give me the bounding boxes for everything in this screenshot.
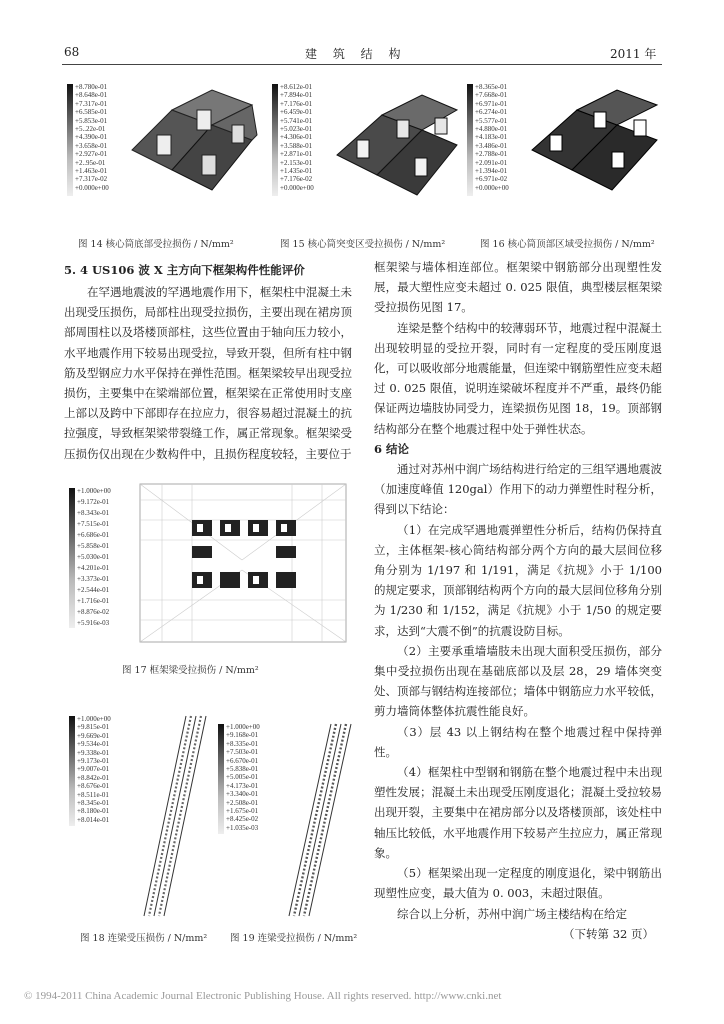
legend-tick: +9.815e-01 [77, 723, 110, 732]
legend-colorbar [467, 84, 473, 196]
legend-tick: +1.435e-01 [280, 167, 313, 176]
legend-tick: +3.373e-01 [77, 575, 110, 583]
legend-tick: +9.338e-01 [77, 748, 110, 757]
legend-tick: +9.669e-01 [77, 731, 110, 740]
section-6-title: 6 结论 [374, 441, 410, 456]
page-number: 68 [64, 45, 80, 59]
legend-tick: +5.577e-01 [475, 116, 508, 125]
section-5-4-title: 5. 4 US106 波 X 主方向下框架构件性能评价 [64, 263, 305, 277]
legend-ticks [226, 723, 260, 832]
legend-tick: +0.000e+00 [280, 183, 314, 192]
legend-tick: +4.183e-01 [475, 133, 508, 142]
legend-tick: +4.390e-01 [75, 133, 108, 142]
legend-tick: +5.838e-01 [226, 765, 259, 774]
legend-tick: +5.858e-01 [77, 542, 110, 550]
left-paragraph-1: 在罕遇地震波的罕遇地震作用下，框架柱中混凝土未出现受压损伤，局部柱出现受拉损伤，主要出现在裙房顶部周围柱以及塔楼顶部柱，这些位置由于轴向压力较小，水平地震作用下较易出现受拉，导致开裂，但所有柱中钢筋及型钢应力水平保持在弹性范围。框架梁较早出现受拉损伤，主要集中在梁端部位置，框架梁在正常使用时支座上部以及跨中下部即存在拉应力，很容易超过混凝土的抗拉强度，导致框架梁带裂缝工作，属正常现象。框架梁受压损伤仅出现在少数构件中，且损伤程度较轻，主要位于 [64, 285, 352, 461]
legend-tick: +1.463e-01 [75, 167, 108, 176]
legend-tick: +5..22e-01 [75, 125, 106, 134]
core-tube-top-damage-plot [522, 80, 662, 210]
conclusion-item-3: （3）层 43 以上钢结构在整个地震过程中保持弹性。 [374, 724, 662, 759]
figure-16 [462, 80, 662, 220]
legend-tick: +3.658e-01 [75, 141, 108, 150]
legend-tick: +4.880e-01 [475, 125, 508, 134]
legend-tick: +7.894e-01 [280, 91, 313, 100]
right-column-text [374, 257, 662, 944]
legend-tick: +3.340e-01 [226, 790, 259, 799]
legend-tick: +8.180e-01 [77, 807, 110, 816]
legend-tick: +7.176e-01 [280, 99, 313, 108]
figure-14-caption: 图 14 核心筒底部受拉损伤 / N/mm² [78, 239, 234, 250]
legend-tick: +6.585e-01 [75, 108, 108, 117]
figure-15-caption: 图 15 核心筒突变区受拉损伤 / N/mm² [280, 239, 446, 250]
legend-tick: +2.544e-01 [77, 586, 110, 594]
legend-tick: +1.000e+00 [226, 723, 260, 731]
legend-tick: +3.486e-01 [475, 141, 508, 150]
legend-tick: +7.503e-01 [226, 748, 259, 757]
legend-tick: +5.741e-01 [280, 116, 313, 125]
figure-14 [62, 80, 262, 220]
legend-ticks [475, 83, 509, 192]
legend-ticks [77, 486, 111, 629]
legend-tick: +5.005e-01 [226, 773, 259, 782]
legend-tick: +3.588e-01 [280, 141, 313, 150]
legend-tick: +4.201e-01 [77, 564, 110, 572]
legend-tick: +6.686e-01 [77, 531, 110, 539]
figure-18 [64, 712, 214, 922]
legend-tick: +5.916e-03 [77, 619, 110, 627]
legend-tick: +7.515e-01 [77, 520, 110, 528]
legend-tick: +1.675e-01 [226, 807, 259, 816]
right-paragraph-1: 框架梁与墙体相连部位。框架梁中钢筋部分出现塑性发展，最大塑性应变未超过 0. 025 限值，典型楼层框架梁受拉损伤见图 17。 [374, 260, 662, 315]
legend-colorbar [67, 84, 73, 196]
journal-year: 2011 年 [610, 47, 657, 61]
legend-tick: +8.335e-01 [226, 739, 259, 748]
legend-tick: +0.000e+00 [75, 183, 109, 192]
legend-tick: +5.853e-01 [75, 116, 108, 125]
legend-tick: +8.780e-01 [75, 83, 108, 91]
legend-ticks [75, 83, 109, 192]
legend-tick: +8.676e-01 [77, 782, 110, 791]
figure-17-caption: 图 17 框架梁受拉损伤 / N/mm² [122, 665, 259, 676]
legend-tick: +2.153e-01 [280, 158, 313, 167]
legend-tick: +8.014e-01 [77, 815, 110, 824]
legend-tick: +1.035e-03 [226, 823, 259, 832]
legend-tick: +8.612e-01 [280, 83, 313, 91]
conclusion-item-2: （2）主要承重墙墙肢未出现大面积受压损伤，部分集中受拉损伤出现在基础底部以及层 28，29 墙体突变处、顶部与钢结构连接部位；墙体中钢筋应力水平较低，剪力墙筒体整体抗震性能良好。 [374, 643, 662, 719]
legend-tick: +6.670e-01 [226, 756, 259, 765]
legend-tick: +8.365e-01 [475, 83, 508, 91]
right-paragraph-3: 通过对苏州中润广场结构进行给定的三组罕遇地震波（加速度峰值 120gal）作用下的动力弹塑性时程分析，得到以下结论： [374, 462, 662, 517]
continued-note: （下转第 32 页） [563, 926, 654, 941]
legend-tick: +8.343e-01 [77, 509, 110, 517]
figure-16-caption: 图 16 核心筒顶部区域受拉损伤 / N/mm² [480, 239, 655, 250]
legend-tick: +1.716e-01 [77, 597, 110, 605]
conclusion-item-4: （4）框架柱中型钢和钢筋在整个地震过程中未出现塑性发展；混凝土未出现受压刚度退化；混凝土受拉较易出现开裂，主要集中在裙房部分以及塔楼顶部，该处柱中轴压比较低，水平地震作用下较易产生拉应力，属正常现象。 [374, 765, 662, 860]
legend-ticks [77, 715, 111, 824]
legend-tick: +9.172e-01 [77, 498, 110, 506]
legend-colorbar [69, 716, 75, 826]
legend-tick: +7.176e-02 [280, 175, 313, 184]
legend-colorbar [69, 488, 75, 628]
legend-tick: +7.668e-01 [475, 91, 508, 100]
legend-tick: +9.173e-01 [77, 757, 110, 766]
figure-19 [215, 720, 355, 920]
right-paragraph-2: 连梁是整个结构中的较薄弱环节，地震过程中混凝土出现较明显的受拉开裂，同时有一定程度的受压刚度退化，可以吸收部分地震能量，但连梁中钢筋塑性应变未超过 0. 025 限值，说明连梁破坏程度并不严重，最终仍能保证两边墙肢协同受力，连梁损伤见图 18，19。顶部钢结构部分在整个地震过程中处于弹性状态。 [374, 320, 662, 436]
frame-beam-damage-plot [132, 480, 354, 648]
figure-17 [64, 480, 354, 650]
legend-tick: +4.306e-01 [280, 133, 313, 142]
header-rule [62, 64, 662, 65]
right-paragraph-4: 综合以上分析，苏州中润广场主楼结构在给定 [397, 906, 627, 921]
core-tube-bottom-damage-plot [122, 80, 262, 210]
legend-tick: +5.030e-01 [77, 553, 110, 561]
journal-name: 建 筑 结 构 [305, 47, 407, 61]
legend-tick: +8.345e-01 [77, 799, 110, 808]
conclusion-item-5: （5）框架梁出现一定程度的刚度退化，梁中钢筋出现塑性应变，最大值为 0. 003，未超过限值。 [374, 866, 662, 901]
legend-tick: +2.871e-01 [280, 150, 313, 159]
legend-tick: +6.274e-01 [475, 108, 508, 117]
legend-tick: +7.317e-01 [75, 99, 108, 108]
coupling-beam-tension-plot [273, 720, 353, 920]
coupling-beam-compression-plot [124, 712, 212, 920]
legend-tick: +8.648e-01 [75, 91, 108, 100]
legend-tick: +0.000e+00 [475, 183, 509, 192]
figure-18-caption: 图 18 连梁受压损伤 / N/mm² [80, 933, 208, 944]
legend-tick: +2.788e-01 [475, 150, 508, 159]
legend-tick: +9.168e-01 [226, 731, 259, 740]
figure-19-caption: 图 19 连梁受拉损伤 / N/mm² [230, 933, 358, 944]
legend-tick: +8.425e-02 [226, 815, 259, 824]
legend-tick: +6.971e-01 [475, 99, 508, 108]
legend-tick: +8.842e-01 [77, 773, 110, 782]
legend-tick: +1.000e+00 [77, 487, 111, 495]
legend-tick: +6.459e-01 [280, 108, 313, 117]
legend-colorbar [218, 724, 224, 834]
legend-tick: +2..95e-01 [75, 158, 106, 167]
conclusion-item-1: （1）在完成罕遇地震弹塑性分析后，结构仍保持直立，主体框架-核心筒结构部分两个方向的最大层间位移角分别为 1/197 和 1/191，满足《抗规》小于 1/100 的规定要求，顶部钢结构两个方向的最大层间位移角分别为 1/230 和 1/152，满足《抗规》小于 1/50 的规定要求，达到“大震不倒”的抗震设防目标。 [374, 522, 662, 638]
core-tube-transition-damage-plot [327, 80, 467, 210]
legend-tick: +6.971e-02 [475, 175, 508, 184]
legend-tick: +9.534e-01 [77, 740, 110, 749]
legend-tick: +4.173e-01 [226, 781, 259, 790]
legend-tick: +1.394e-01 [475, 167, 508, 176]
legend-tick: +2.091e-01 [475, 158, 508, 167]
legend-tick: +7.317e-02 [75, 175, 108, 184]
legend-colorbar [272, 84, 278, 196]
copyright-footer: © 1994-2011 China Academic Journal Electronic Publishing House. All rights reserved. http://www.cnki.net [24, 990, 502, 1002]
left-paragraph [64, 282, 352, 464]
legend-ticks [280, 83, 314, 192]
legend-tick: +5.023e-01 [280, 125, 313, 134]
legend-tick: +2.508e-01 [226, 798, 259, 807]
legend-tick: +2.927e-01 [75, 150, 108, 159]
legend-tick: +9.007e-01 [77, 765, 110, 774]
legend-tick: +8.511e-01 [77, 790, 109, 799]
legend-tick: +8.876e-02 [77, 608, 110, 616]
legend-tick: +1.000e+00 [77, 715, 111, 723]
figures-top-row [62, 80, 662, 220]
figure-15 [267, 80, 467, 220]
